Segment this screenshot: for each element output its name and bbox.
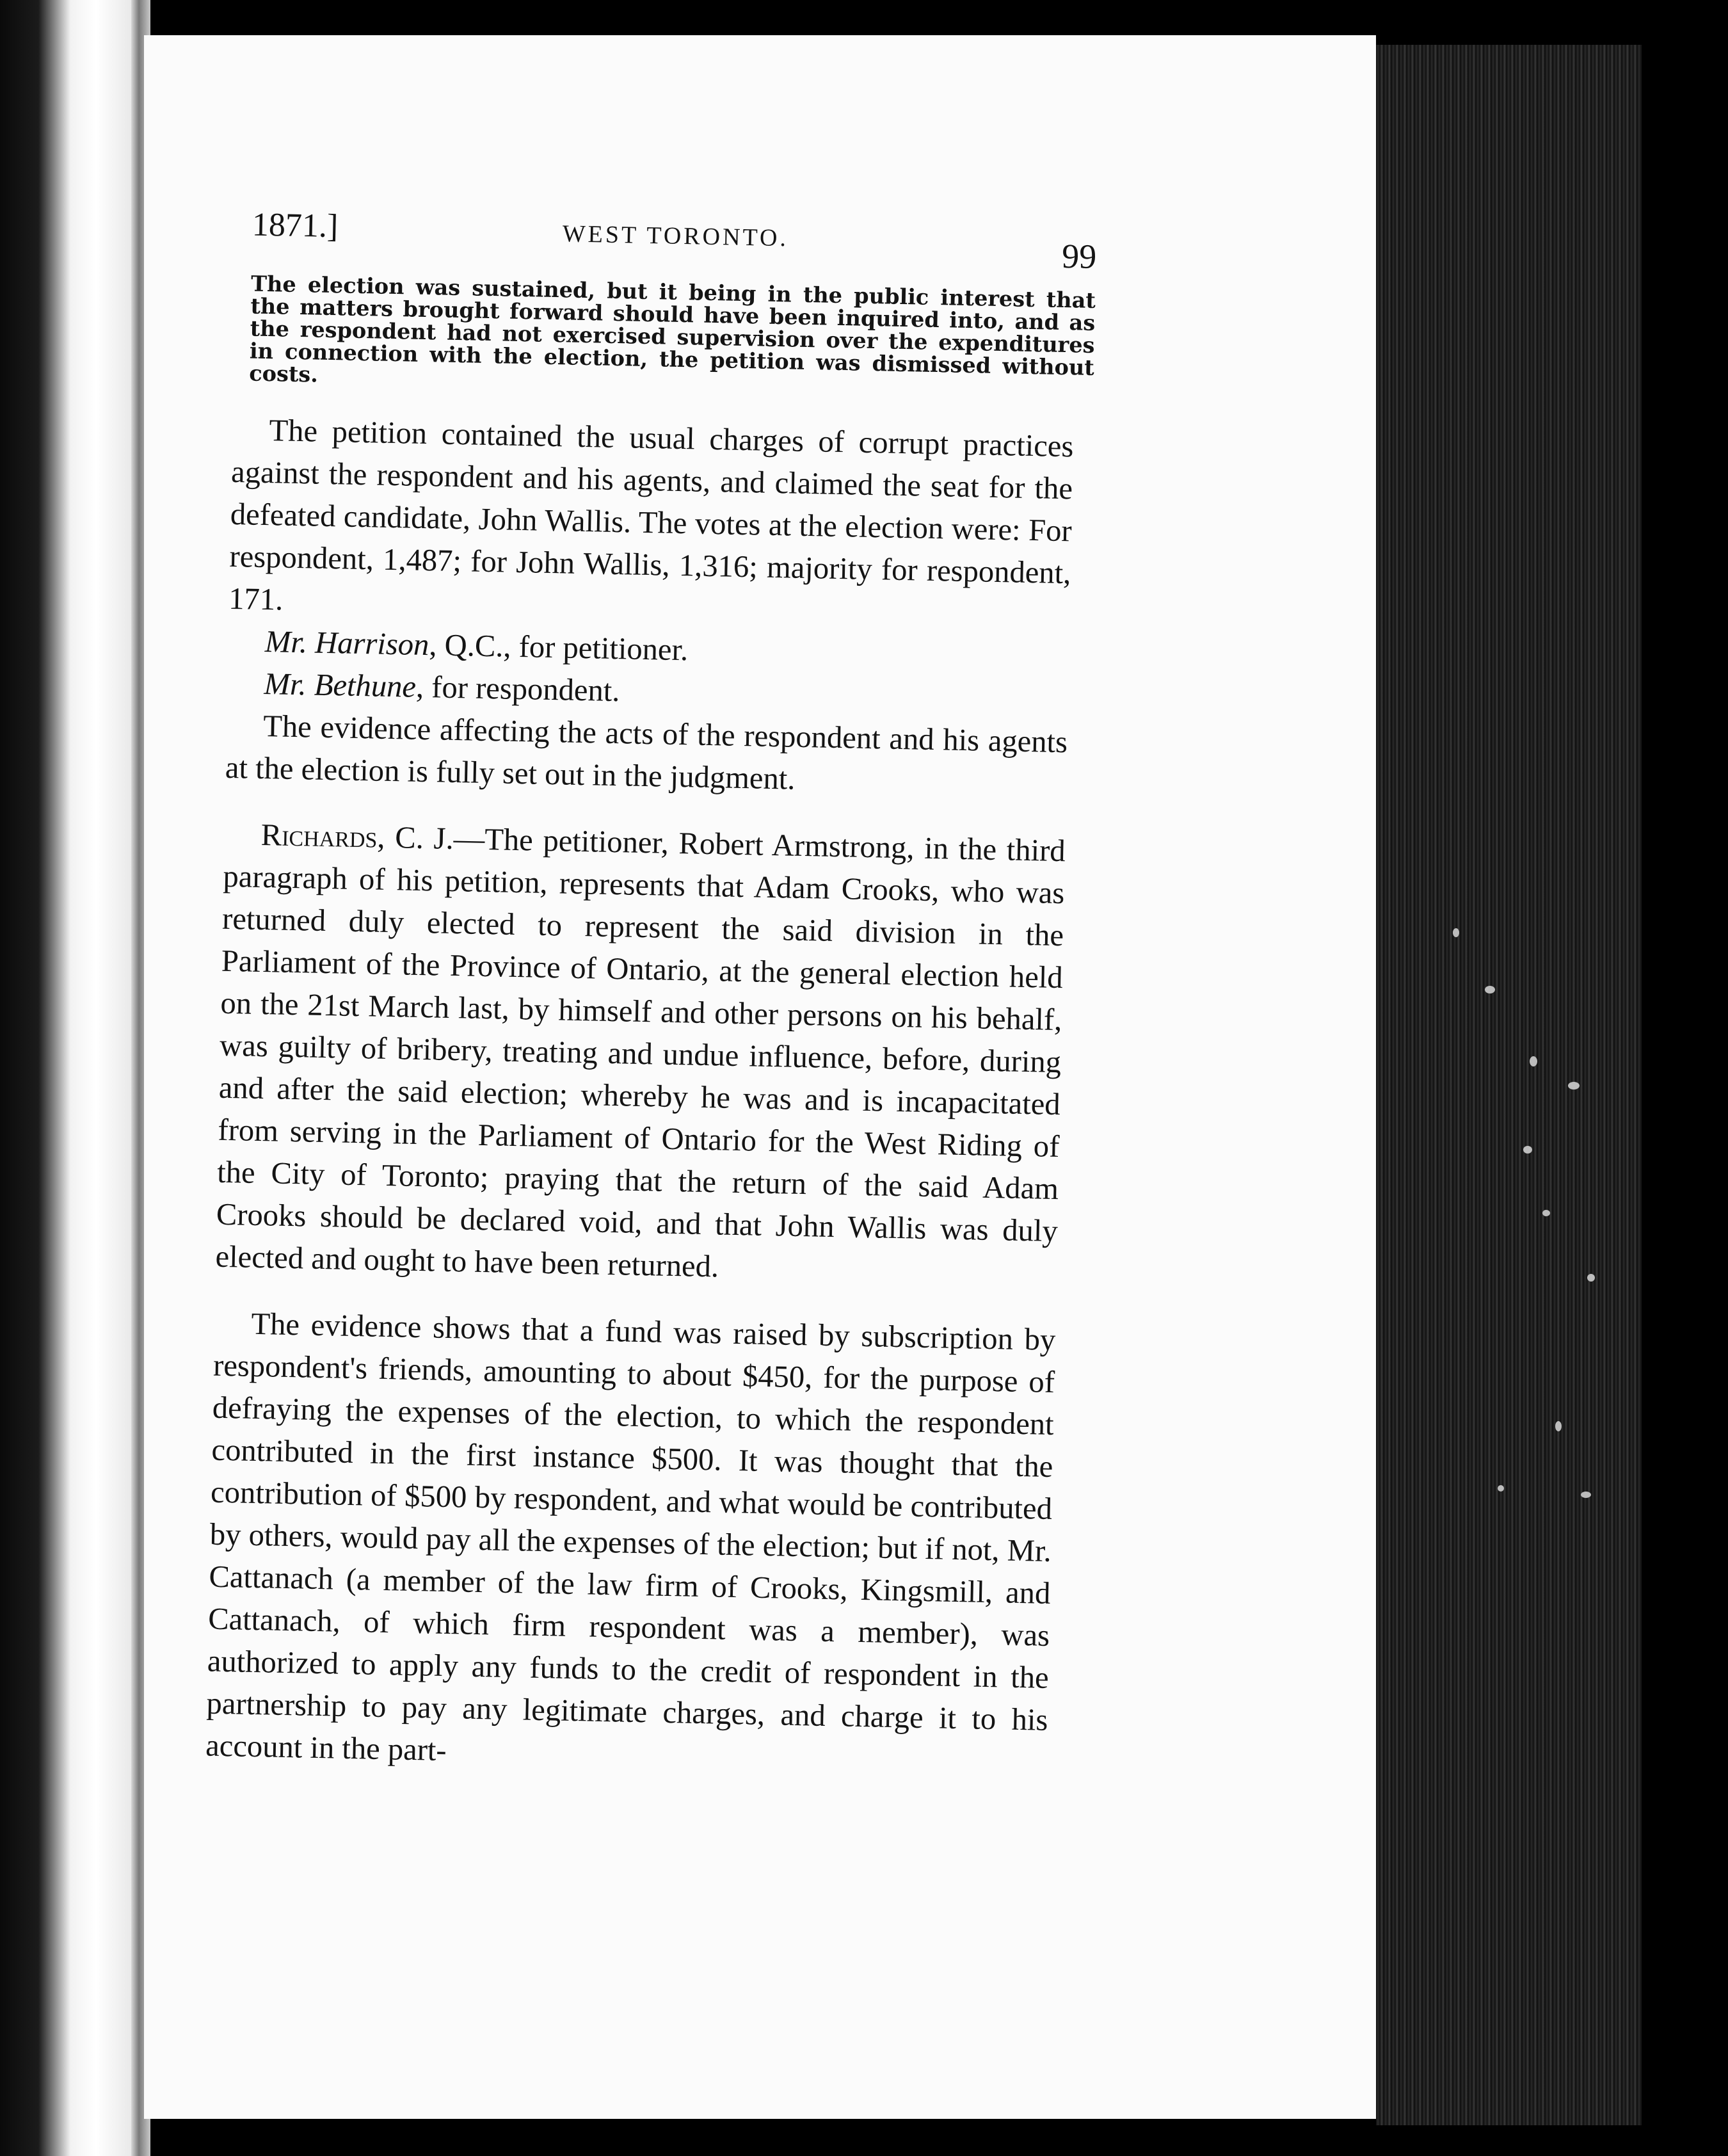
intro-paragraph: The petition contained the usual charges of corrupt practices against the respondent and his agents, and claimed the seat for the defeated candidate, John Wallis. The votes at the election were: For respondent, 1,487; for John Wallis, 1,316; majority for respondent, 171. bbox=[228, 413, 1074, 617]
judgment-paragraph-text: —The petitioner, Robert Armstrong, in the third paragraph of his petition, represents that Adam Crooks, who was returned duly elected to represent the said division in the Parliament of the Province of Ontario, at the general election held on the 21st March last, by himself and other persons on his behalf, was guilty of bribery, treating and undue influence, before, during and after the said election; whereby he was and is incapacitated from serving in the Parliament of Ontario for the West Riding of the City of Toronto; praying that the return of the said Adam Crooks should be declared void, and that John Wallis was duly elected and ought to have been returned. bbox=[215, 821, 1066, 1284]
page-title: WEST TORONTO. bbox=[562, 220, 789, 252]
page-block-edges bbox=[1376, 45, 1642, 2125]
facing-page-edge bbox=[0, 0, 131, 2156]
judgment-paragraph bbox=[183, 812, 1066, 1294]
counsel-petitioner-role: , Q.C., for petitioner. bbox=[428, 627, 689, 668]
counsel-petitioner-name: Mr. Harrison bbox=[264, 624, 429, 663]
page-text bbox=[173, 192, 1097, 1783]
counsel-respondent-name: Mr. Bethune bbox=[264, 666, 417, 704]
headnote: The election was sustained, but it being in the public interest that the matters brought forward should have been inquired into, and as the respondent had not exercised supervision over the expenditures in connection with the election, the petition was dismissed without costs. bbox=[248, 271, 1096, 387]
body-text bbox=[173, 408, 1080, 1783]
counsel-respondent-role: , for respondent. bbox=[415, 669, 621, 709]
scan-border bbox=[1642, 0, 1728, 2156]
page-number: 99 bbox=[1061, 236, 1097, 276]
judge-name: Richards, C. J. bbox=[260, 817, 454, 856]
year-label: 1871.] bbox=[252, 206, 339, 245]
evidence-paragraph: The evidence shows that a fund was raised by subscription by respondent's friends, amounting to about $450, for the purpose of defraying the expenses of the election, to which the respondent contributed in the first instance $500. It was thought that the contribution of $500 by respondent, and what would be contributed by others, would pay all the expenses of the election; but if not, Mr. Cattanach (a member of the law firm of Crooks, Kingsmill, and Cattanach, of which firm respondent was a member), was authorized to apply any funds to the credit of respondent in the partnership to pay any legitimate charges, and charge it to his account in the part- bbox=[205, 1306, 1056, 1768]
evidence-note-paragraph: The evidence affecting the acts of the respondent and his agents at the election is fully set out in the judgment. bbox=[225, 709, 1068, 796]
